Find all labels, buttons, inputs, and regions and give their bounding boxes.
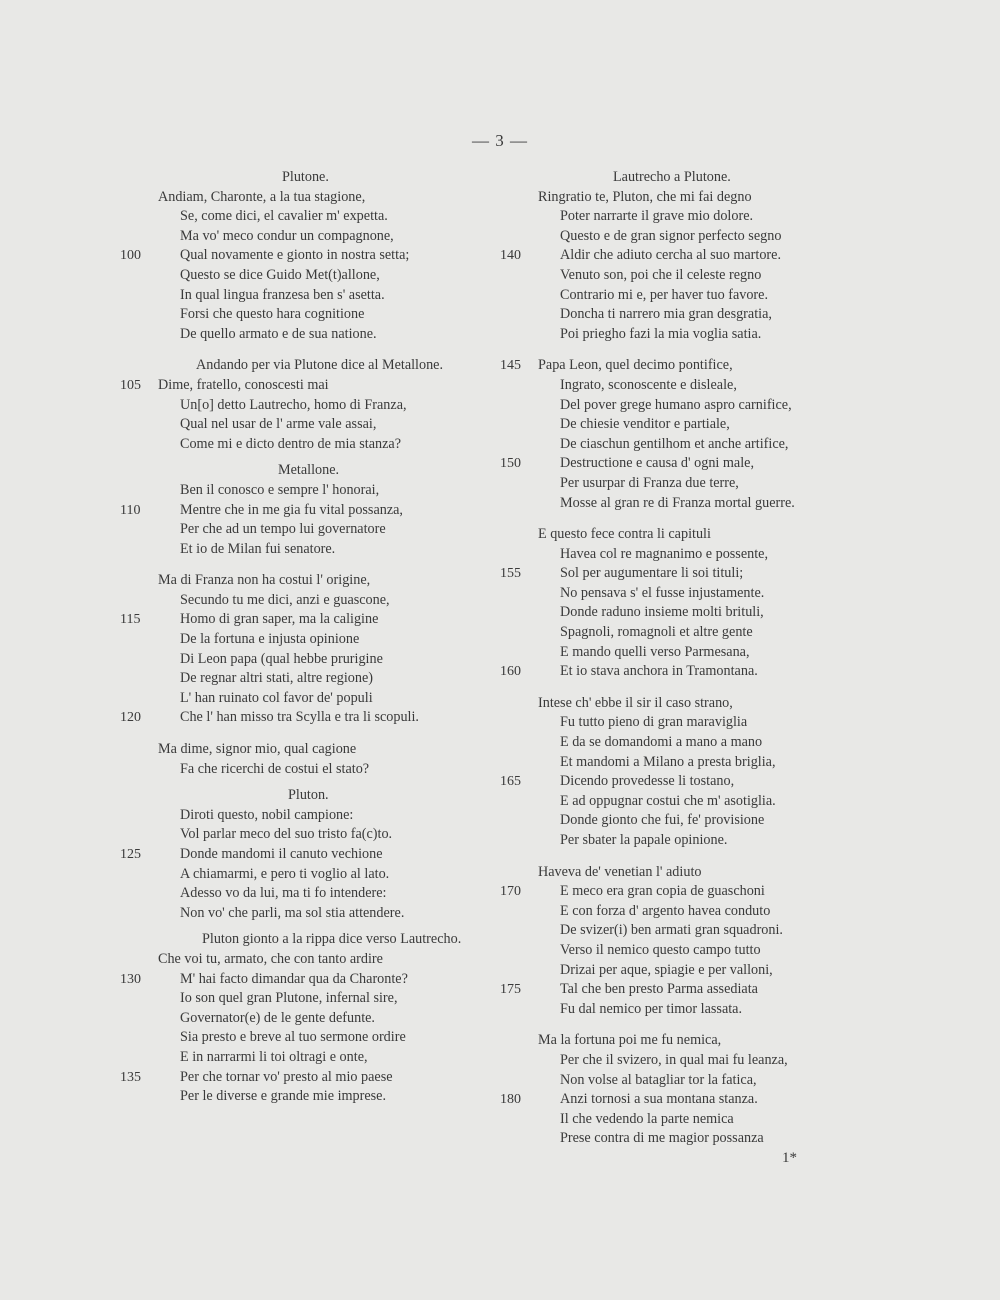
- verse-line: [120, 415, 510, 435]
- verse-line: [500, 474, 880, 494]
- verse-text: Il che vedendo la parte nemica: [560, 1110, 734, 1127]
- verse-text: Papa Leon, quel decimo pontifice,: [538, 357, 733, 374]
- verse-text: Non volse al batagliar tor la fatica,: [560, 1071, 757, 1088]
- verse-line: [500, 286, 880, 306]
- verse-line: [500, 1031, 880, 1051]
- verse-line: [120, 540, 510, 560]
- verse-text: De ciaschun gentilhom et anche artifice,: [560, 435, 789, 452]
- verse-line: [120, 481, 510, 501]
- line-number: 125: [120, 847, 141, 862]
- verse-text: In qual lingua franzesa ben s' asetta.: [180, 286, 385, 303]
- verse-line: [120, 865, 510, 885]
- verse-text: Mosse al gran re di Franza mortal guerre.: [560, 494, 795, 511]
- verse-line: [120, 227, 510, 247]
- line-number: 105: [120, 377, 141, 393]
- verse-text: A chiamarmi, e pero ti voglio al lato.: [180, 865, 390, 882]
- verse-line: [500, 454, 880, 474]
- verse-text: Poter narrarte il grave mio dolore.: [560, 208, 754, 225]
- verse-text: Dicendo provedesse li tostano,: [560, 773, 735, 790]
- verse-line: [500, 1129, 880, 1149]
- verse-line: [500, 266, 880, 286]
- verse-line: [120, 740, 510, 760]
- verse-line: [500, 811, 880, 831]
- verse-line: [500, 792, 880, 812]
- verse-text: Drizai per aque, spiagie e per valloni,: [560, 961, 773, 978]
- verse-line: [500, 227, 880, 247]
- page-number: — 3 —: [472, 131, 528, 150]
- verse-text: Di Leon papa (qual hebbe prurigine: [180, 650, 383, 667]
- verse-text: E con forza d' argento havea conduto: [560, 902, 771, 919]
- section-heading: Pluton gionto a la rippa dice verso Lautrecho.: [202, 931, 462, 948]
- verse-line: [500, 1110, 880, 1130]
- verse-text: L' han ruinato col favor de' populi: [180, 689, 373, 706]
- verse-line: [120, 950, 510, 970]
- verse-line: [120, 989, 510, 1009]
- verse-text: Qual novamente e gionto in nostra setta;: [180, 247, 410, 264]
- verse-line: [500, 494, 880, 514]
- section-heading: Pluton.: [288, 787, 329, 804]
- verse-text: E mando quelli verso Parmesana,: [560, 643, 750, 660]
- verse-text: Contrario mi e, per haver tuo favore.: [560, 286, 769, 303]
- line-number: 170: [500, 884, 521, 900]
- verse-line: [500, 584, 880, 604]
- verse-text: Ringratio te, Pluton, che mi fai degno: [538, 188, 752, 205]
- verse-line: [500, 356, 880, 376]
- line-number: 140: [500, 248, 521, 264]
- verse-text: Diroti questo, nobil campione:: [180, 806, 354, 823]
- verse-line: [120, 246, 510, 266]
- verse-text: Ma la fortuna poi me fu nemica,: [538, 1032, 722, 1049]
- verse-line: [120, 708, 510, 728]
- line-number: 145: [500, 358, 521, 374]
- verse-line: [120, 760, 510, 780]
- verse-text: Donde raduno insieme molti brituli,: [560, 604, 764, 621]
- verse-text: Mentre che in me gia fu vital possanza,: [180, 501, 403, 518]
- verse-line: [500, 415, 880, 435]
- verse-line: [120, 669, 510, 689]
- verse-text: Questo se dice Guido Met(t)allone,: [180, 266, 380, 283]
- verse-line: [500, 882, 880, 902]
- verse-text: Adesso vo da lui, ma ti fo intendere:: [180, 885, 387, 902]
- verse-line: [500, 525, 880, 545]
- verse-text: Non vo' che parli, ma sol stia attendere.: [180, 904, 405, 921]
- verse-text: M' hai facto dimandar qua da Charonte?: [180, 970, 408, 987]
- verse-line: [120, 1068, 510, 1088]
- verse-text: Venuto son, poi che il celeste regno: [560, 266, 762, 283]
- signature-mark: 1*: [782, 1150, 797, 1166]
- verse-text: Et io de Milan fui senatore.: [180, 540, 336, 557]
- verse-line: [500, 1071, 880, 1091]
- verse-line: [500, 961, 880, 981]
- verse-text: Dime, fratello, conoscesti mai: [158, 376, 329, 393]
- line-number: 100: [120, 248, 141, 264]
- verse-text: De quello armato e de sua natione.: [180, 325, 377, 342]
- verse-text: Un[o] detto Lautrecho, homo di Franza,: [180, 396, 407, 413]
- line-number: 150: [500, 456, 521, 472]
- verse-text: Fu tutto pieno di gran maraviglia: [560, 714, 748, 731]
- verse-line: [500, 564, 880, 584]
- section-heading: Lautrecho a Plutone.: [613, 169, 731, 185]
- verse-text: E in narrarmi li toi oltragi e onte,: [180, 1048, 368, 1065]
- verse-line: [500, 863, 880, 883]
- verse-text: Havea col re magnanimo e possente,: [560, 545, 769, 562]
- verse-text: De svizer(i) ben armati gran squadroni.: [560, 922, 783, 939]
- line-number: 120: [120, 710, 141, 726]
- verse-line: [120, 376, 510, 396]
- verse-line: [500, 902, 880, 922]
- verse-line: [120, 266, 510, 286]
- verse-line: [500, 1090, 880, 1110]
- verse-text: Se, come dici, el cavalier m' expetta.: [180, 208, 388, 225]
- verse-line: [500, 305, 880, 325]
- verse-line: [120, 904, 510, 924]
- verse-line: [500, 246, 880, 266]
- verse-text: Ma vo' meco condur un compagnone,: [180, 227, 394, 244]
- verse-line: [500, 772, 880, 792]
- verse-line: [500, 435, 880, 455]
- verse-text: Per che ad un tempo lui governatore: [180, 521, 386, 538]
- verse-line: [120, 501, 510, 521]
- verse-text: Poi prieghо fazi la mia voglia satia.: [560, 325, 762, 342]
- verse-text: Verso il nemico questo campo tutto: [560, 941, 761, 958]
- verse-line: [500, 831, 880, 851]
- verse-text: No pensava s' el fusse injustamente.: [560, 584, 765, 601]
- verse-text: De regnar altri stati, altre regione): [180, 670, 374, 687]
- section-heading: Metallone.: [278, 462, 340, 479]
- verse-line: [500, 921, 880, 941]
- verse-text: Per che il svizero, in qual mai fu leanza,: [560, 1051, 788, 1068]
- verse-text: Fu dal nemico per timor lassata.: [560, 1000, 743, 1017]
- verse-line: [120, 970, 510, 990]
- verse-text: Sia presto e breve al tuo sermone ordire: [180, 1029, 406, 1046]
- verse-line: [120, 884, 510, 904]
- verse-line: [120, 325, 510, 345]
- line-number: 135: [120, 1069, 141, 1085]
- verse-text: Sol per augumentare li soi tituli;: [560, 565, 744, 582]
- verse-text: E meco era gran copia de guaschoni: [560, 883, 765, 900]
- verse-line: [120, 207, 510, 227]
- line-number: 155: [500, 566, 521, 582]
- verse-text: E questo fece contra li capituli: [538, 526, 711, 543]
- verse-text: Per usurpar di Franza due terre,: [560, 474, 739, 491]
- verse-text: Governator(e) de le gente defunte.: [180, 1009, 375, 1026]
- verse-line: [500, 733, 880, 753]
- verse-text: Haveva de' venetian l' adiuto: [538, 863, 702, 880]
- line-number: 110: [120, 502, 141, 518]
- verse-line: [120, 650, 510, 670]
- verse-line: [120, 806, 510, 826]
- verse-text: Tal che ben presto Parma assediata: [560, 981, 758, 998]
- line-number: 180: [500, 1092, 521, 1108]
- verse-text: Forsi che questo hara cognitione: [180, 306, 365, 323]
- verse-line: [120, 305, 510, 325]
- verse-line: [500, 545, 880, 565]
- verse-line: [120, 845, 510, 865]
- verse-text: Io son quel gran Plutone, infernal sire,: [180, 990, 398, 1007]
- line-number: 115: [120, 612, 141, 628]
- verse-text: Vol parlar meco del suo tristo fa(c)to.: [180, 826, 393, 843]
- verse-text: Ben il conosco e sempre l' honorai,: [180, 481, 380, 498]
- verse-line: [120, 571, 510, 591]
- verse-text: Del pover grege humano aspro carnifice,: [560, 396, 792, 413]
- verse-text: Donde mandomi il canuto vechione: [180, 846, 383, 862]
- verse-line: [500, 623, 880, 643]
- verse-text: Secundo tu me dici, anzi e guascone,: [180, 591, 390, 608]
- verse-line: [120, 435, 510, 455]
- verse-line: [120, 286, 510, 306]
- verse-line: [500, 188, 880, 208]
- verse-line: [120, 1009, 510, 1029]
- verse-text: Per le diverse e grande mie imprese.: [180, 1088, 387, 1105]
- verse-line: [500, 325, 880, 345]
- line-number: 130: [120, 971, 141, 987]
- verse-line: [500, 1000, 880, 1020]
- verse-line: [500, 603, 880, 623]
- section-heading: Andando per via Plutone dice al Metallone.: [196, 357, 444, 374]
- verse-text: De la fortuna e injusta opinione: [180, 631, 360, 648]
- verse-line: [120, 630, 510, 650]
- verse-line: [500, 1051, 880, 1071]
- line-number: 175: [500, 982, 521, 998]
- verse-line: [120, 591, 510, 611]
- verse-text: Ma di Franza non ha costui l' origine,: [158, 572, 371, 589]
- section-heading: Plutone.: [282, 169, 329, 185]
- verse-text: Homo di gran saper, ma la caligine: [180, 611, 379, 628]
- verse-text: E ad oppugnar costui che m' asotiglia.: [560, 792, 776, 809]
- line-number: 165: [500, 774, 521, 790]
- verse-line: [120, 689, 510, 709]
- verse-text: Fa che ricerchi de costui el stato?: [180, 760, 370, 777]
- verse-text: Donde gionto che fui, fe' provisione: [560, 812, 765, 829]
- verse-line: [500, 396, 880, 416]
- verse-text: Et io stava anchora in Tramontana.: [560, 663, 758, 680]
- verse-text: Qual nel usar de l' arme vale assai,: [180, 416, 377, 433]
- verse-text: Che l' han misso tra Scylla e tra li scopuli.: [180, 709, 419, 726]
- verse-line: [120, 396, 510, 416]
- verse-line: [500, 207, 880, 227]
- left-column: [120, 168, 510, 1107]
- verse-text: Per che tornar vo' presto al mio paese: [180, 1068, 393, 1085]
- verse-line: [500, 713, 880, 733]
- verse-line: [500, 662, 880, 682]
- verse-line: [500, 643, 880, 663]
- right-column: [500, 168, 880, 1149]
- verse-text: E da se domandomi a mano a mano: [560, 734, 763, 751]
- verse-line: [500, 941, 880, 961]
- line-number: 160: [500, 664, 521, 680]
- verse-text: Come mi e dicto dentro de mia stanza?: [180, 435, 402, 452]
- verse-line: [120, 520, 510, 540]
- verse-text: Ingrato, sconoscente e disleale,: [560, 376, 737, 393]
- verse-text: Destructione e causa d' ogni male,: [560, 455, 755, 472]
- verse-text: Doncha ti narrero mia gran desgratia,: [560, 306, 772, 323]
- verse-text: Anzi tornosi a sua montana stanza.: [560, 1091, 758, 1108]
- verse-text: Questo e de gran signor perfecto segno: [560, 227, 782, 244]
- verse-text: Intese ch' ebbe il sir il caso strano,: [538, 694, 733, 711]
- verse-text: Prese contra di me magior possanza: [560, 1130, 764, 1147]
- verse-text: Andiam, Charonte, a la tua stagione,: [158, 188, 366, 205]
- verse-line: [120, 1087, 510, 1107]
- verse-line: [500, 980, 880, 1000]
- verse-line: [500, 376, 880, 396]
- verse-line: [120, 825, 510, 845]
- verse-text: Ma dime, signor mio, qual cagione: [158, 741, 357, 758]
- verse-line: [500, 694, 880, 714]
- verse-line: [120, 188, 510, 208]
- verse-text: De chiesie venditor e partiale,: [560, 416, 730, 433]
- verse-text: Che voi tu, armato, che con tanto ardire: [158, 950, 383, 967]
- verse-text: Per sbater la papale opinione.: [560, 832, 728, 848]
- verse-line: [500, 753, 880, 773]
- verse-text: Aldir che adiuto cercha al suo martore.: [560, 247, 781, 264]
- verse-line: [120, 610, 510, 630]
- verse-line: [120, 1028, 510, 1048]
- verse-text: Et mandomi a Milano a presta briglia,: [560, 753, 776, 770]
- verse-line: [120, 1048, 510, 1068]
- verse-text: Spagnoli, romagnoli et altre gente: [560, 624, 753, 641]
